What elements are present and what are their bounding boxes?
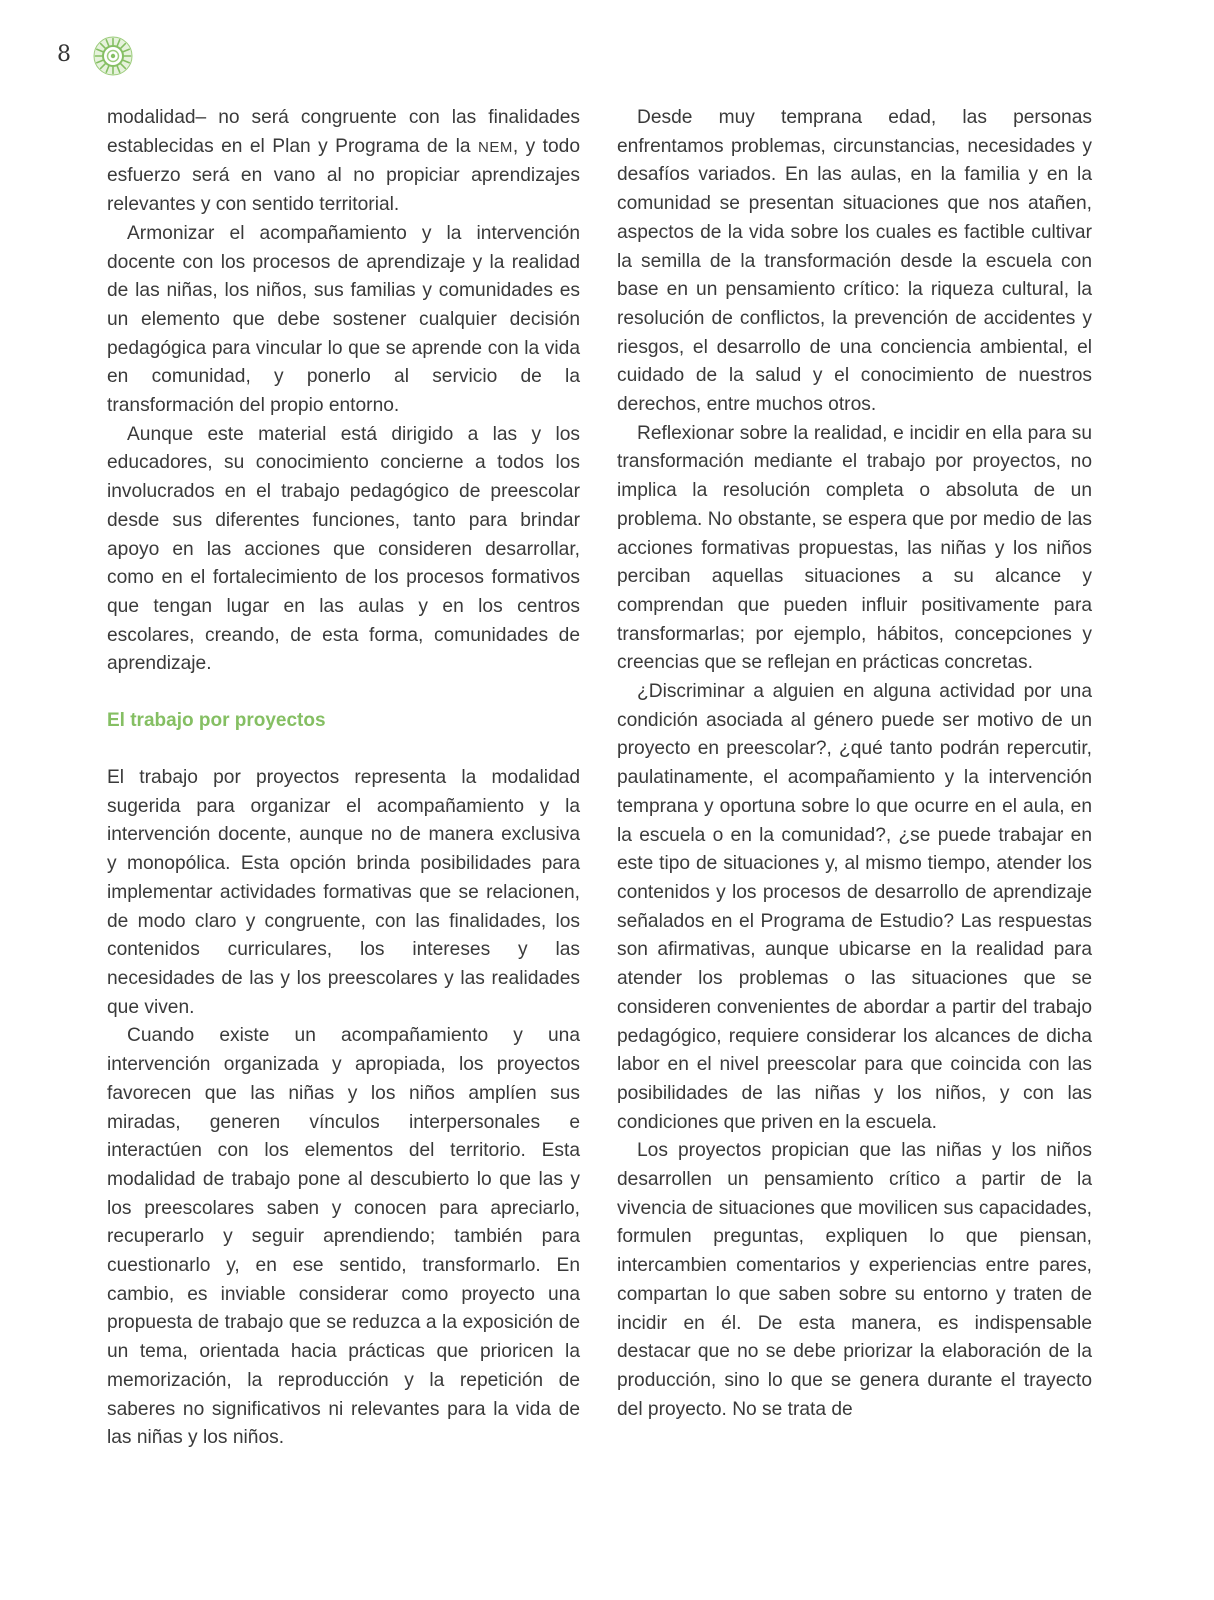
left-paragraph-5: Cuando existe un acompañamiento y una intervención organizada y apropiada, los proyectos favorecen que las niñas y los niños amplíen sus miradas, generen vínculos interpersonales e interactúen con los elementos del territorio. Esta modalidad de trabajo pone al descubierto lo que las y los preescolares saben y conocen para apreciarlo, recuperarlo y seguir aprendiendo; también para cuestionarlo y, en ese sentido, transformarlo. En cambio, es inviable considerar como proyecto una propuesta de trabajo que se reduzca a la exposición de un tema, orientada hacia prácticas que prioricen la memorización, la reproducción y la repetición de saberes no significativos ni relevantes para la vida de las niñas y los niños. (107, 1025, 580, 1449)
section-heading: El trabajo por proyectos (107, 710, 326, 732)
left-paragraph-3: Aunque este material está dirigido a las y los educadores, su conocimiento concierne a todos los involucrados en el trabajo pedagógico de preescolar desde sus diferentes funciones, tanto para brindar apoyo en las acciones que consideren desarrollar, como en el fortalecimiento de los procesos formativos que tengan lugar en las aulas y en los centros escolares, creando, de esta forma, comunidades de aprendizaje. (107, 423, 580, 675)
left-paragraph-1: modalidad– no será congruente con las finalidades establecidas en el Plan y Programa de la NEM, y todo esfuerzo será en vano al no propiciar aprendizajes relevantes y con sentido territorial. (107, 107, 580, 216)
right-paragraph-3: ¿Discriminar a alguien en alguna actividad por una condición asociada al género puede ser motivo de un proyecto en preescolar?, ¿qué tanto podrán repercutir, paulatinamente, el acompañamiento y la intervención temprana y oportuna sobre lo que ocurre en el aula, en la escuela o en la comunidad?, ¿se puede trabajar en este tipo de situaciones y, al mismo tiempo, atender los contenidos y los procesos de desarrollo de aprendizaje señalados en el Programa de Estudio? Las respuestas son afirmativas, aunque ubicarse en la realidad para atender los problemas o las situaciones que se consideren convenientes de abordar a partir del trabajo pedagógico, requiere considerar los alcances de dicha labor en el nivel preescolar para que coincida con las posibilidades de las niñas y los niños, y con las condiciones que priven en la escuela. (617, 681, 1092, 1133)
right-column (617, 104, 1092, 1424)
page-number: 8 (57, 42, 71, 67)
mandala-logo-icon (93, 36, 133, 76)
right-paragraph-2: Reflexionar sobre la realidad, e incidir en ella para su transformación mediante el trabajo por proyectos, no implica la resolución completa o absoluta de un problema. No obstante, se espera que por medio de las acciones formativas propuestas, las niñas y los niños perciban aquellas situaciones a su alcance y comprendan que pueden influir positivamente para transformarlas; por ejemplo, hábitos, concepciones y creencias que se reflejan en prácticas concretas. (617, 422, 1092, 674)
right-paragraph-4: Los proyectos propician que las niñas y los niños desarrollen un pensamiento crítico a partir de la vivencia de situaciones que movilicen sus capacidades, formulen preguntas, expliquen lo que piensan, intercambien comentarios y experiencias entre pares, compartan lo que saben sobre su entorno y traten de incidir en él. De esta manera, es indispensable destacar que no se debe priorizar la elaboración de la producción, sino lo que se genera durante el trayecto del proyecto. No se trata de (617, 1140, 1092, 1420)
left-column (107, 104, 580, 1453)
right-paragraph-1: Desde muy temprana edad, las personas enfrentamos problemas, circunstancias, necesidades y desafíos variados. En las aulas, en la familia y en la comunidad se presentan situaciones que nos atañen, aspectos de la vida sobre los cuales es factible cultivar la semilla de la transformación desde la escuela con base en un pensamiento crítico: la riqueza cultural, la resolución de conflictos, la prevención de accidentes y riesgos, el desarrollo de una conciencia ambiental, el cuidado de la salud y el conocimiento de nuestros derechos, entre muchos otros. (617, 107, 1092, 416)
nem-abbreviation: NEM (478, 138, 513, 156)
left-paragraph-2: Armonizar el acompañamiento y la intervención docente con los procesos de aprendizaje y la realidad de las niñas, los niños, sus familias y comunidades es un elemento que debe sostener cualquier decisión pedagógica para vincular lo que se aprende con la vida en comunidad, y ponerlo al servicio de la transformación del propio entorno. (107, 222, 580, 417)
left-paragraph-4: El trabajo por proyectos representa la modalidad sugerida para organizar el acompañamiento y la intervención docente, aunque no de manera exclusiva y monopólica. Esta opción brinda posibilidades para implementar actividades formativas que se relacionen, de modo claro y congruente, con las finalidades, los contenidos curriculares, los intereses y las necesidades de las y los preescolares y las realidades que viven. (107, 767, 580, 1018)
